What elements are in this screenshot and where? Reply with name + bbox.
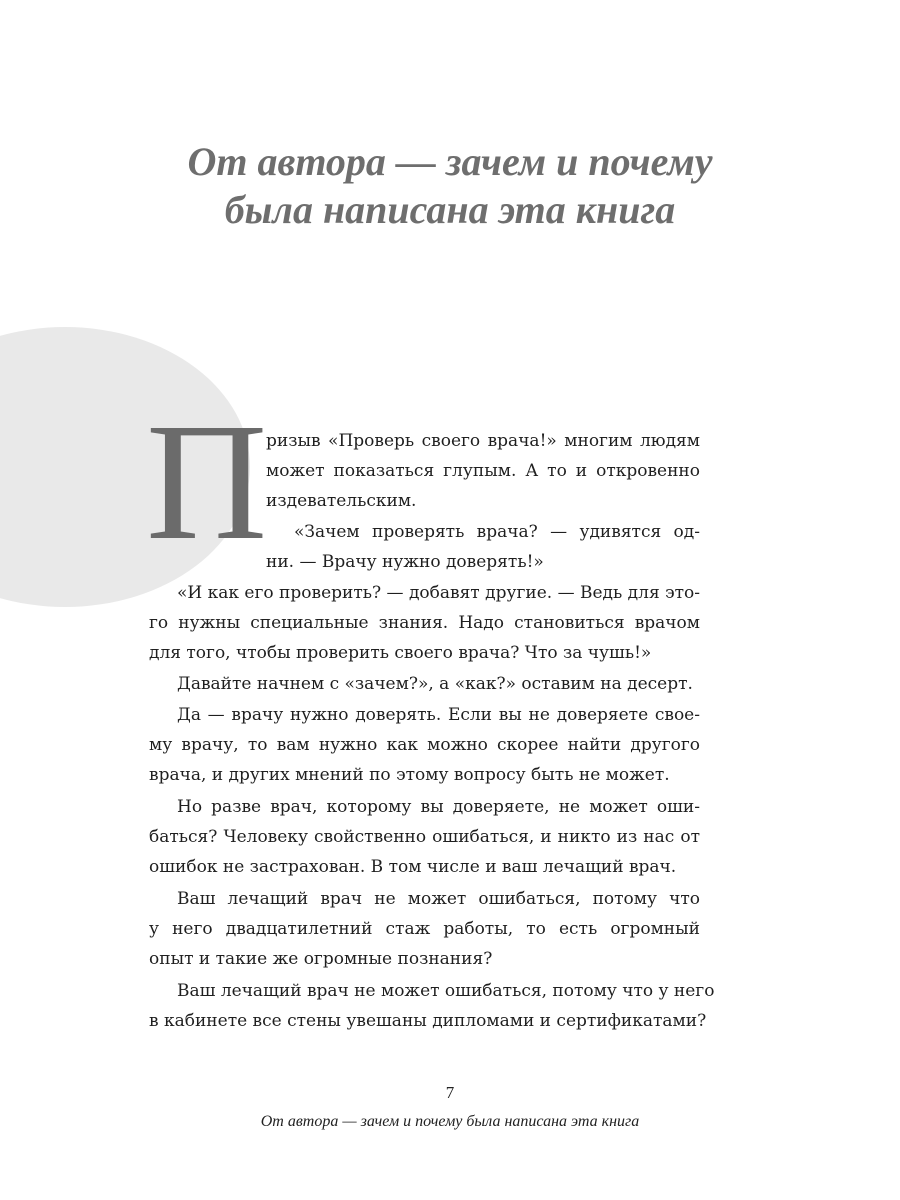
text-line: «Зачем проверять врача? — удивятся од- bbox=[294, 522, 700, 542]
text-line: издевательским. bbox=[266, 491, 417, 511]
text-line: врача, и других мнений по этому вопросу быть не может. bbox=[149, 765, 670, 785]
chapter-title-line-1: От автора — зачем и почему bbox=[187, 139, 713, 184]
text-line: ризыв «Проверь своего врача!» многим людям bbox=[266, 431, 700, 451]
text-line: в кабинете все стены увешаны дипломами и сертификатами? bbox=[149, 1011, 707, 1031]
text-line: баться? Человеку свойственно ошибаться, и никто из нас от bbox=[149, 827, 700, 847]
text-line: у него двадцатилетний стаж работы, то есть огромный bbox=[149, 919, 700, 939]
text-line: для того, чтобы проверить своего врача? Что за чушь!» bbox=[149, 643, 652, 663]
text-line: может показаться глупым. А то и откровенно bbox=[266, 461, 700, 481]
text-line: Ваш лечащий врач не может ошибаться, потому что у него bbox=[177, 981, 715, 1001]
page-number: 7 bbox=[445, 1083, 455, 1102]
text-line: Давайте начнем с «зачем?», а «как?» оставим на десерт. bbox=[177, 674, 693, 694]
running-footer: От автора — зачем и почему была написана эта книга bbox=[260, 1113, 640, 1130]
chapter-title bbox=[100, 138, 800, 234]
text-line: «И как его проверить? — добавят другие. — Ведь для это- bbox=[177, 583, 700, 603]
text-line: го нужны специальные знания. Надо становиться врачом bbox=[149, 613, 700, 633]
text-line: Но разве врач, которому вы доверяете, не может оши- bbox=[177, 797, 700, 817]
text-line: ни. — Врачу нужно доверять!» bbox=[266, 552, 544, 572]
text-line: ошибок не застрахован. В том числе и ваш лечащий врач. bbox=[149, 857, 677, 877]
text-line: Да — врачу нужно доверять. Если вы не доверяете свое- bbox=[177, 705, 700, 725]
chapter-title-line-2: была написана эта книга bbox=[224, 187, 676, 232]
text-line: Ваш лечащий врач не может ошибаться, потому что bbox=[177, 889, 700, 909]
drop-cap: П bbox=[146, 389, 268, 575]
text-line: му врачу, то вам нужно как можно скорее найти другого bbox=[149, 735, 700, 755]
text-line: опыт и такие же огромные познания? bbox=[149, 949, 493, 969]
